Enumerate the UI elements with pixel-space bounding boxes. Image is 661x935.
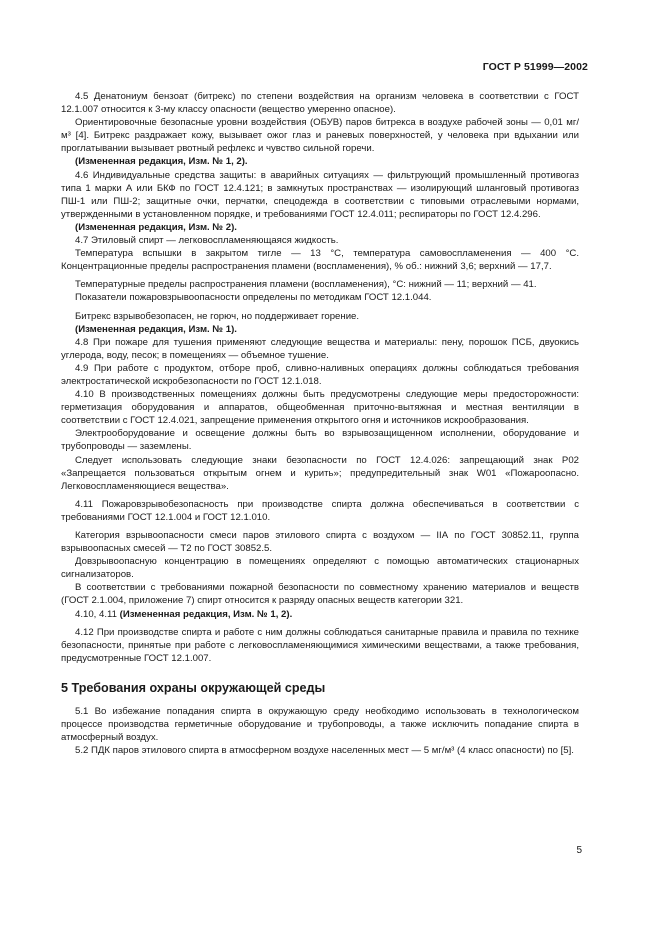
paragraph-electrical: Электрооборудование и освещение должны быть во взрывозащищенном исполнении, оборудование и трубопроводы — заземлены. [61, 428, 579, 453]
paragraph-4-8: 4.8 При пожаре для тушения применяют следующие вещества и материалы: пену, порошок ПСБ, двуокись углерода, воду, песок; в помещениях — объемное тушение. [61, 336, 579, 361]
clause-refs: 4.10, 4.11 [75, 608, 117, 620]
document-code-header: ГОСТ Р 51999—2002 [482, 61, 588, 73]
section-heading-5: 5 Требования охраны окружающей среды [61, 680, 326, 695]
revision-label: (Измененная редакция, Изм. № 1, 2). [119, 608, 293, 620]
paragraph-4-10: 4.10 В производственных помещениях должны быть предусмотрены следующие меры предосторожности: герметизация оборудования и аппаратов, общеобменная приточно-вытяжная и местная вентиляции в соответствии с ГОСТ 12.4.021, запрещение применения открытого огня и источников искрообразования. [61, 389, 579, 427]
paragraph-5-2: 5.2 ПДК паров этилового спирта в атмосферном воздухе населенных мест — 5 мг/м³ (4 класс опасности) по [5]. [75, 745, 574, 757]
paragraph-storage: В соответствии с требованиями пожарной безопасности по совместному хранению материалов и веществ (ГОСТ 2.1.004, приложение 7) спирт относится к разряду опасных веществ категории 321. [61, 582, 579, 607]
paragraph-4-12: 4.12 При производстве спирта и работе с ним должны соблюдаться санитарные правила и правила по технике безопасности, принятые при работе с легковоспламеняющимися химическими веществами, а также требования, предусмотренные ГОСТ 12.1.007. [61, 626, 579, 664]
paragraph-flash-point: Температура вспышки в закрытом тигле — 13 °С, температура самовоспламенения — 400 °С. Концентрационные пределы распространения пламени (воспламенения), % об.: нижний 3,6; верхний — 17,7. [61, 248, 579, 273]
paragraph-indicators: Показатели пожаровзрывоопасности определены по методикам ГОСТ 12.1.044. [75, 292, 432, 304]
paragraph-4-6: 4.6 Индивидуальные средства защиты: в аварийных ситуациях — фильтрующий промышленный противогаз типа 1 марки А или БКФ по ГОСТ 12.4.121; в замкнутых пространствах — изолирующий шланговый противогаз ПШ-1 или ПШ-2; защитные очки, перчатки, спецодежда в соответствии с типовыми отраслевыми нормами, утвержденными в установленном порядке, и требованиями ГОСТ 12.4.011; респираторы по ГОСТ 12.4.296. [61, 169, 579, 220]
revision-note: (Измененная редакция, Изм. № 1). [75, 323, 237, 335]
paragraph-obuv: Ориентировочные безопасные уровни воздействия (ОБУВ) паров битрекса в воздухе рабочей зоны — 0,01 мг/м³ [4]. Битрекс раздражает кожу, вызывает ожог глаз и раневых поверхностей, у человека при вдыхании или проглатывании вызывает рвотный рефлекс и чувство сильной горечи. [61, 117, 579, 155]
paragraph-4-7: 4.7 Этиловый спирт — легковоспламеняющаяся жидкость. [75, 235, 339, 247]
paragraph-explosion-category: Категория взрывоопасности смеси паров этилового спирта с воздухом — IIА по ГОСТ 30852.11, группа взрывоопасных смесей — Т2 по ГОСТ 30852.5. [61, 530, 579, 555]
paragraph-concentration: Довзрывоопасную концентрацию в помещениях определяют с помощью автоматических стационарных сигнализаторов. [61, 556, 579, 581]
paragraph-safety-signs: Следует использовать следующие знаки безопасности по ГОСТ 12.4.026: запрещающий знак Р02 «Запрещается пользоваться открытым огнем и курить»; предупредительный знак W01 «Пожароопасно. Легковоспламеняющиеся вещества». [61, 454, 579, 492]
paragraph-4-5: 4.5 Денатониум бензоат (битрекс) по степени воздействия на организм человека в соответствии с ГОСТ 12.1.007 относится к 3-му классу опасности (вещество умеренно опасное). [61, 91, 579, 116]
revision-note: (Измененная редакция, Изм. № 2). [75, 221, 237, 233]
paragraph-bitrex-safety: Битрекс взрывобезопасен, не горюч, но поддерживает горение. [75, 310, 360, 322]
paragraph-temperature-limits: Температурные пределы распространения пламени (воспламенения), °С: нижний — 11; верхний — 41. [75, 279, 537, 291]
revision-note-4-10-4-11 [61, 608, 579, 621]
document-body [61, 90, 579, 757]
revision-note: (Измененная редакция, Изм. № 1, 2). [75, 156, 248, 168]
paragraph-5-1: 5.1 Во избежание попадания спирта в окружающую среду необходимо использовать в технологическом процессе производства герметичные оборудование и трубопроводы, а также исключить попадание спирта в атмосферный воздух. [61, 705, 579, 744]
page-number: 5 [576, 845, 582, 856]
paragraph-4-9: 4.9 При работе с продуктом, отборе проб, сливно-наливных операциях должны соблюдаться требования электростатической искробезопасности по ГОСТ 12.1.018. [61, 362, 579, 387]
paragraph-4-11: 4.11 Пожаровзрывобезопасность при производстве спирта должна обеспечиваться в соответствии с требованиями ГОСТ 12.1.004 и ГОСТ 12.1.010. [61, 498, 579, 523]
